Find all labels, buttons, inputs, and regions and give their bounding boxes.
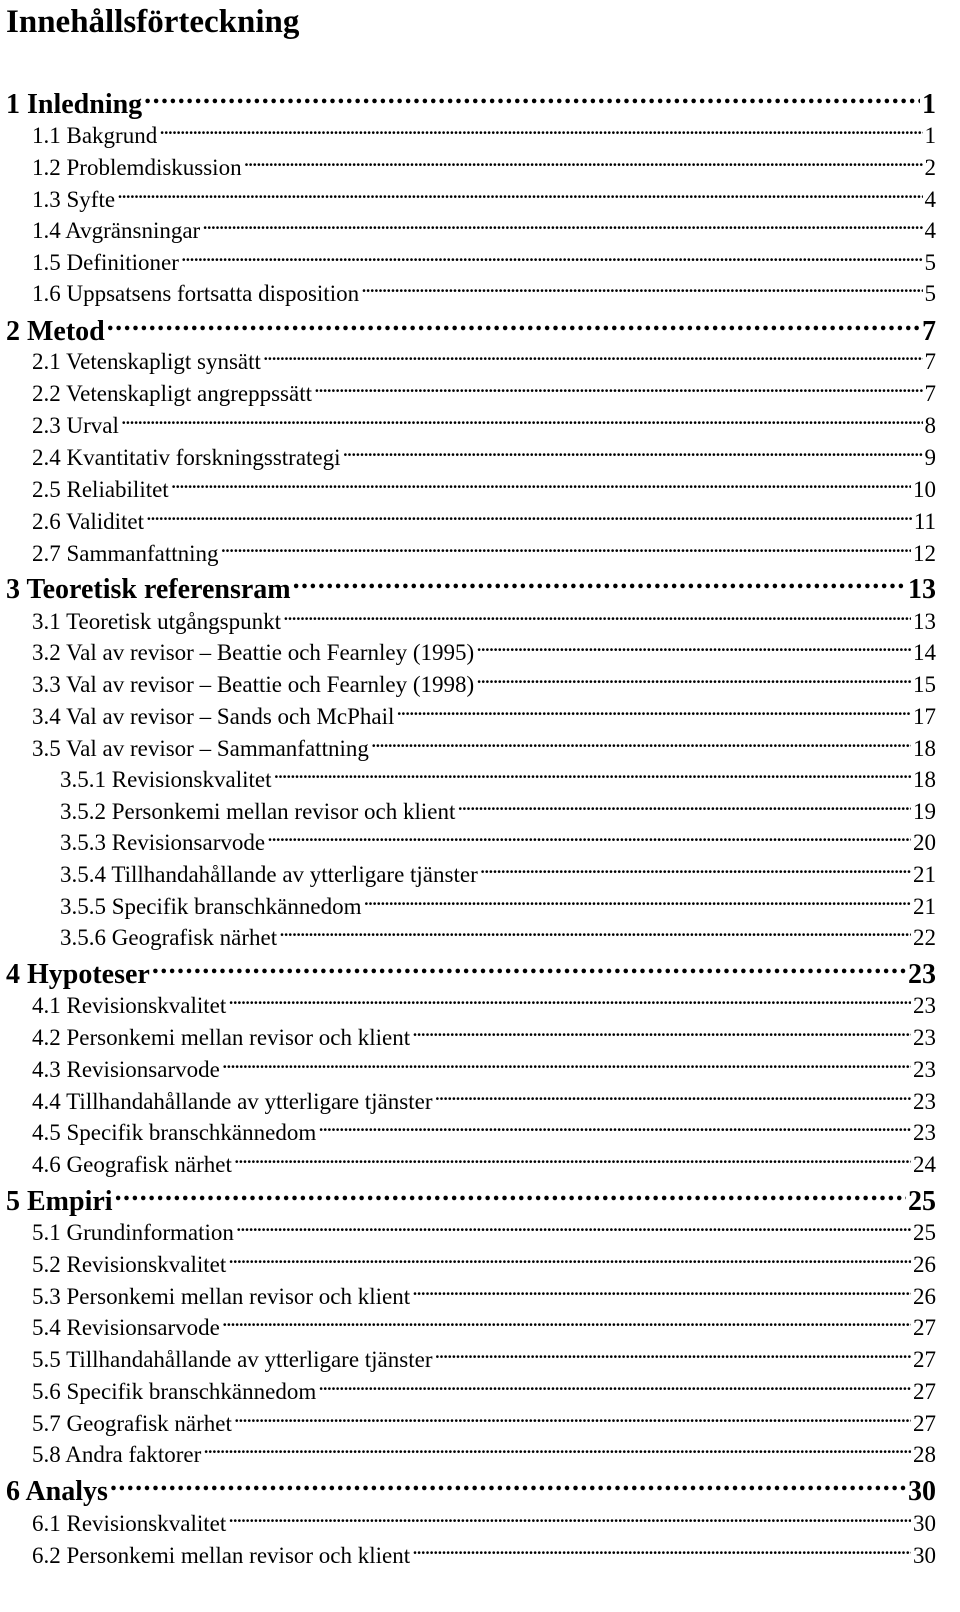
dot-leader bbox=[228, 990, 911, 1013]
dot-leader bbox=[293, 570, 906, 598]
toc-entry-page-number: 7 bbox=[924, 381, 936, 406]
dot-leader bbox=[228, 1508, 911, 1531]
toc-entry[interactable] bbox=[32, 1312, 936, 1342]
toc-entry[interactable] bbox=[6, 1472, 936, 1506]
toc-entry-page-number: 11 bbox=[913, 509, 936, 534]
dot-leader bbox=[152, 955, 906, 983]
toc-entry[interactable] bbox=[60, 827, 936, 857]
dot-leader bbox=[222, 1312, 911, 1335]
toc-entry-label: 6 Analys bbox=[6, 1476, 108, 1506]
toc-entry-page-number: 2 bbox=[924, 155, 936, 180]
toc-entry[interactable] bbox=[6, 85, 936, 119]
toc-entry-page-number: 12 bbox=[913, 541, 936, 566]
toc-entry[interactable] bbox=[32, 1508, 936, 1538]
toc-entry-page-number: 27 bbox=[913, 1411, 936, 1436]
dot-leader bbox=[476, 669, 911, 692]
toc-entry-label: 5.4 Revisionsarvode bbox=[32, 1315, 220, 1340]
toc-entry-page-number: 21 bbox=[913, 862, 936, 887]
dot-leader bbox=[318, 1117, 911, 1140]
dot-leader bbox=[222, 1054, 911, 1077]
toc-entry[interactable] bbox=[32, 152, 936, 182]
toc-entry-label: 4.5 Specifik branschkännedom bbox=[32, 1120, 317, 1145]
toc-entry[interactable] bbox=[32, 278, 936, 308]
toc-entry-label: 3.1 Teoretisk utgångspunkt bbox=[32, 609, 282, 634]
dot-leader bbox=[202, 215, 922, 238]
toc-entry-label: 4.4 Tillhandahållande av ytterligare tjänster bbox=[32, 1089, 433, 1114]
toc-entry-label: 1.6 Uppsatsens fortsatta disposition bbox=[32, 281, 360, 306]
toc-entry-label: 1.2 Problemdiskussion bbox=[32, 155, 242, 180]
toc-entry[interactable] bbox=[6, 570, 936, 604]
dot-leader bbox=[221, 538, 911, 561]
dot-leader bbox=[159, 120, 922, 143]
toc-entry-page-number: 18 bbox=[913, 767, 936, 792]
toc-entry-label: 5 Empiri bbox=[6, 1186, 113, 1216]
toc-entry[interactable] bbox=[60, 859, 936, 889]
toc-entry[interactable] bbox=[6, 955, 936, 989]
dot-leader bbox=[107, 312, 920, 340]
toc-entry-page-number: 20 bbox=[913, 830, 936, 855]
toc-entry-label: 1.5 Definitioner bbox=[32, 250, 179, 275]
toc-entry-page-number: 5 bbox=[924, 250, 936, 275]
dot-leader bbox=[263, 346, 923, 369]
toc-entry[interactable] bbox=[32, 1149, 936, 1179]
toc-entry[interactable] bbox=[32, 669, 936, 699]
toc-entry[interactable] bbox=[32, 1117, 936, 1147]
dot-leader bbox=[234, 1149, 911, 1172]
dot-leader bbox=[363, 891, 911, 914]
dot-leader bbox=[412, 1022, 911, 1045]
dot-leader bbox=[343, 442, 923, 465]
toc-entry[interactable] bbox=[32, 733, 936, 763]
dot-leader bbox=[267, 827, 911, 850]
toc-entry-label: 2.2 Vetenskapligt angreppssätt bbox=[32, 381, 312, 406]
toc-entry[interactable] bbox=[32, 184, 936, 214]
dot-leader bbox=[110, 1472, 906, 1500]
toc-entry-page-number: 26 bbox=[913, 1252, 936, 1277]
toc-entry-page-number: 25 bbox=[908, 1186, 936, 1216]
toc-entry-label: 5.2 Revisionskvalitet bbox=[32, 1252, 227, 1277]
toc-entry[interactable] bbox=[32, 1376, 936, 1406]
dot-leader bbox=[146, 506, 912, 529]
toc-entry-page-number: 1 bbox=[924, 123, 936, 148]
page-title: Innehållsförteckning bbox=[6, 4, 300, 40]
dot-leader bbox=[412, 1281, 911, 1304]
dot-leader bbox=[283, 606, 911, 629]
toc-entry[interactable] bbox=[32, 1439, 936, 1469]
toc-entry[interactable] bbox=[32, 1344, 936, 1374]
toc-entry-page-number: 7 bbox=[924, 349, 936, 374]
toc-entry-page-number: 23 bbox=[913, 993, 936, 1018]
toc-entry-page-number: 23 bbox=[913, 1089, 936, 1114]
dot-leader bbox=[314, 378, 923, 401]
toc-entry[interactable] bbox=[32, 538, 936, 568]
toc-entry[interactable] bbox=[6, 312, 936, 346]
toc-entry-label: 5.8 Andra faktorer bbox=[32, 1442, 202, 1467]
toc-entry-label: 3.2 Val av revisor – Beattie och Fearnley (1995) bbox=[32, 640, 475, 665]
toc-entry-page-number: 30 bbox=[908, 1476, 936, 1506]
toc-entry[interactable] bbox=[32, 637, 936, 667]
dot-leader bbox=[228, 1249, 911, 1272]
toc-entry[interactable] bbox=[32, 378, 936, 408]
toc-entry-page-number: 9 bbox=[924, 445, 936, 470]
dot-leader bbox=[371, 733, 911, 756]
toc-entry-page-number: 19 bbox=[913, 799, 936, 824]
toc-entry-page-number: 26 bbox=[913, 1284, 936, 1309]
toc-entry-page-number: 23 bbox=[913, 1120, 936, 1145]
toc-entry-label: 6.1 Revisionskvalitet bbox=[32, 1511, 227, 1536]
dot-leader bbox=[171, 474, 911, 497]
toc-entry[interactable] bbox=[32, 1408, 936, 1438]
toc-entry-page-number: 1 bbox=[922, 89, 936, 119]
toc-entry[interactable] bbox=[32, 1249, 936, 1279]
toc-entry-label: 2.1 Vetenskapligt synsätt bbox=[32, 349, 261, 374]
toc-entry-label: 4.6 Geografisk närhet bbox=[32, 1152, 232, 1177]
dot-leader bbox=[117, 184, 922, 207]
dot-leader bbox=[236, 1217, 911, 1240]
toc-entry[interactable] bbox=[32, 474, 936, 504]
toc-entry-page-number: 27 bbox=[913, 1347, 936, 1372]
toc-entry-page-number: 28 bbox=[913, 1442, 936, 1467]
toc-entry[interactable] bbox=[32, 606, 936, 636]
toc-entry-label: 2.3 Urval bbox=[32, 413, 119, 438]
toc-entry-page-number: 30 bbox=[913, 1543, 936, 1568]
toc-entry-label: 1.3 Syfte bbox=[32, 187, 116, 212]
dot-leader bbox=[476, 637, 911, 660]
toc-entry-page-number: 7 bbox=[922, 316, 936, 346]
dot-leader bbox=[181, 247, 923, 270]
toc-entry-label: 4.1 Revisionskvalitet bbox=[32, 993, 227, 1018]
toc-entry[interactable] bbox=[32, 1281, 936, 1311]
toc-entry-label: 5.7 Geografisk närhet bbox=[32, 1411, 232, 1436]
toc-entry-label: 2.5 Reliabilitet bbox=[32, 477, 169, 502]
toc-entry-page-number: 18 bbox=[913, 736, 936, 761]
toc-entry-label: 4.2 Personkemi mellan revisor och klient bbox=[32, 1025, 411, 1050]
toc-entry[interactable] bbox=[32, 990, 936, 1020]
toc-entry-label: 5.1 Grundinformation bbox=[32, 1220, 234, 1245]
toc-entry-page-number: 23 bbox=[913, 1057, 936, 1082]
toc-entry-label: 3.5 Val av revisor – Sammanfattning bbox=[32, 736, 369, 761]
toc-entry[interactable] bbox=[32, 1022, 936, 1052]
toc-entry-label: 3 Teoretisk referensram bbox=[6, 574, 291, 604]
toc-entry-label: 1 Inledning bbox=[6, 89, 143, 119]
dot-leader bbox=[244, 152, 923, 175]
toc-entry-label: 5.5 Tillhandahållande av ytterligare tjänster bbox=[32, 1347, 433, 1372]
toc-entry[interactable] bbox=[60, 764, 936, 794]
dot-leader bbox=[121, 410, 923, 433]
toc-entry-label: 1.4 Avgränsningar bbox=[32, 218, 201, 243]
dot-leader bbox=[234, 1408, 911, 1431]
toc-entry-label: 1.1 Bakgrund bbox=[32, 123, 158, 148]
toc-entry-label: 3.3 Val av revisor – Beattie och Fearnley (1998) bbox=[32, 672, 475, 697]
toc-entry-label: 3.5.6 Geografisk närhet bbox=[60, 925, 278, 950]
toc-entry-label: 3.4 Val av revisor – Sands och McPhail bbox=[32, 704, 395, 729]
toc-entry-page-number: 23 bbox=[908, 959, 936, 989]
toc-entry-page-number: 24 bbox=[913, 1152, 936, 1177]
toc-entry[interactable] bbox=[32, 410, 936, 440]
toc-entry-page-number: 17 bbox=[913, 704, 936, 729]
toc-entry[interactable] bbox=[60, 891, 936, 921]
dot-leader bbox=[480, 859, 911, 882]
toc-entry-label: 5.6 Specifik branschkännedom bbox=[32, 1379, 317, 1404]
dot-leader bbox=[412, 1540, 911, 1563]
toc-entry-label: 6.2 Personkemi mellan revisor och klient bbox=[32, 1543, 411, 1568]
toc-entry-page-number: 13 bbox=[908, 574, 936, 604]
dot-leader bbox=[144, 85, 920, 113]
toc-entry-page-number: 27 bbox=[913, 1315, 936, 1340]
toc-entry[interactable] bbox=[32, 1086, 936, 1116]
toc-entry-label: 2.6 Validitet bbox=[32, 509, 145, 534]
toc-entry-page-number: 13 bbox=[913, 609, 936, 634]
toc-entry[interactable] bbox=[32, 1217, 936, 1247]
toc-entry-label: 2.7 Sammanfattning bbox=[32, 541, 219, 566]
toc-entry-page-number: 5 bbox=[924, 281, 936, 306]
toc-entry-page-number: 15 bbox=[913, 672, 936, 697]
toc-entry-page-number: 10 bbox=[913, 477, 936, 502]
toc-entry-page-number: 4 bbox=[924, 218, 936, 243]
toc-entry[interactable] bbox=[32, 346, 936, 376]
toc-entry-page-number: 21 bbox=[913, 894, 936, 919]
toc-entry-label: 3.5.5 Specifik branschkännedom bbox=[60, 894, 362, 919]
toc-entry[interactable] bbox=[6, 1182, 936, 1216]
toc-entry-page-number: 4 bbox=[924, 187, 936, 212]
dot-leader bbox=[396, 701, 911, 724]
toc-entry-label: 5.3 Personkemi mellan revisor och klient bbox=[32, 1284, 411, 1309]
toc-entry[interactable] bbox=[60, 796, 936, 826]
toc-entry-label: 2 Metod bbox=[6, 316, 105, 346]
dot-leader bbox=[318, 1376, 911, 1399]
toc-entry-label: 3.5.4 Tillhandahållande av ytterligare tjänster bbox=[60, 862, 478, 887]
toc-entry[interactable] bbox=[32, 701, 936, 731]
toc-entry[interactable] bbox=[32, 442, 936, 472]
toc-entry-page-number: 30 bbox=[913, 1511, 936, 1536]
dot-leader bbox=[361, 278, 922, 301]
dot-leader bbox=[203, 1439, 911, 1462]
toc-entry[interactable] bbox=[32, 1540, 936, 1570]
dot-leader bbox=[273, 764, 911, 787]
toc-entry[interactable] bbox=[32, 247, 936, 277]
dot-leader bbox=[115, 1182, 906, 1210]
toc-entry-page-number: 14 bbox=[913, 640, 936, 665]
toc-entry-page-number: 25 bbox=[913, 1220, 936, 1245]
toc-entry-label: 3.5.2 Personkemi mellan revisor och klient bbox=[60, 799, 456, 824]
toc-entry[interactable] bbox=[32, 120, 936, 150]
toc-entry[interactable] bbox=[32, 1054, 936, 1084]
toc-entry-page-number: 27 bbox=[913, 1379, 936, 1404]
toc-entry[interactable] bbox=[32, 506, 936, 536]
toc-entry-page-number: 23 bbox=[913, 1025, 936, 1050]
toc-entry-page-number: 22 bbox=[913, 925, 936, 950]
toc-entry-label: 3.5.1 Revisionskvalitet bbox=[60, 767, 272, 792]
toc-entry-label: 2.4 Kvantitativ forskningsstrategi bbox=[32, 445, 341, 470]
dot-leader bbox=[279, 922, 911, 945]
toc-entry[interactable] bbox=[60, 922, 936, 952]
toc-entry-label: 4.3 Revisionsarvode bbox=[32, 1057, 220, 1082]
toc-entry[interactable] bbox=[32, 215, 936, 245]
dot-leader bbox=[434, 1086, 911, 1109]
toc-entry-label: 3.5.3 Revisionsarvode bbox=[60, 830, 266, 855]
dot-leader bbox=[434, 1344, 911, 1367]
dot-leader bbox=[457, 796, 911, 819]
toc-entry-label: 4 Hypoteser bbox=[6, 959, 150, 989]
toc-entry-page-number: 8 bbox=[924, 413, 936, 438]
